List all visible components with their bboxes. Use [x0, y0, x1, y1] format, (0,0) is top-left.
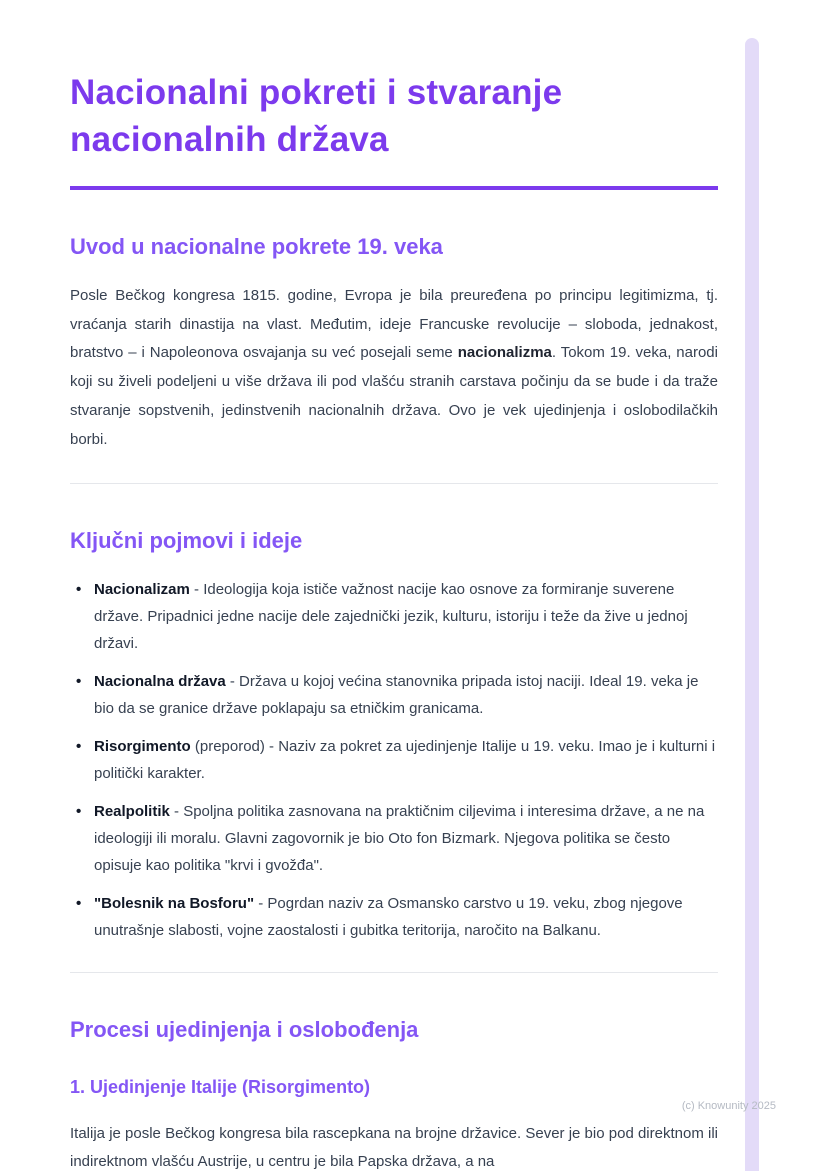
list-item: [70, 890, 718, 944]
terms-list: [70, 576, 718, 944]
term-definition: - Ideologija koja ističe važnost nacije kao osnove za formiranje suverene države. Pripadnici jedne nacije dele zajednički jezik, kulturu, istoriju i teže da žive u jednoj državi.: [94, 580, 688, 652]
bold-term: nacionalizma: [457, 344, 552, 362]
subsection-heading-italija: 1. Ujedinjenje Italije (Risorgimento): [70, 1076, 371, 1097]
section-pojmovi: [70, 528, 718, 944]
term-definition: (preporod) - Naziv za pokret za ujedinjenje Italije u 19. veku. Imao je i kulturni i politički karakter.: [94, 737, 716, 782]
section-procesi: [70, 1017, 718, 1171]
section-divider: [70, 483, 718, 484]
section-heading-procesi: Procesi ujedinjenja i oslobođenja: [70, 1016, 419, 1042]
intro-paragraph: [70, 282, 718, 455]
list-item: [70, 798, 718, 879]
term-label: "Bolesnik na Bosforu": [94, 894, 255, 912]
term-definition: - Država u kojoj većina stanovnika pripada istoj naciji. Ideal 19. veka je bio da se granice države poklapaju sa etničkim granicama.: [94, 672, 699, 717]
section-heading-uvod: Uvod u nacionalne pokrete 19. veka: [70, 233, 443, 259]
list-item: [70, 668, 718, 722]
section-heading-pojmovi: Ključni pojmovi i ideje: [70, 527, 303, 553]
paragraph-text: . Tokom 19. veka, narodi koji su živeli podeljeni u više država ili pod vlašću stranih carstava počinju da se bude i da traže stvaranje sopstvenih, jedinstvenih nacionalnih država. Ovo je vek ujedinjenja i oslobodilačkih borbi.: [70, 344, 718, 448]
title-divider: [70, 186, 718, 190]
section-divider: [70, 972, 718, 973]
term-label: Risorgimento: [94, 737, 191, 755]
term-definition: - Pogrdan naziv za Osmansko carstvo u 19. veku, zbog njegove unutrašnje slabosti, vojne zaostalosti i gubitka teritorija, naročito na Balkanu.: [94, 894, 683, 939]
term-label: Nacionalna država: [94, 672, 226, 690]
term-label: Nacionalizam: [94, 580, 190, 598]
copyright-footer: (c) Knowunity 2025: [681, 1100, 776, 1112]
document-content: [70, 0, 718, 1171]
italija-paragraph: Italija je posle Bečkog kongresa bila rascepkana na brojne državice. Sever je bio pod direktnom ili indirektnom vlašću Austrije, u centru je bila Papska država, a na: [70, 1124, 718, 1171]
page-title: Nacionalni pokreti i stvaranje nacionalnih država: [70, 73, 563, 159]
list-item: [70, 576, 718, 657]
decorative-side-bar: [745, 38, 759, 1171]
term-label: Realpolitik: [94, 802, 170, 820]
section-uvod: [70, 234, 718, 455]
paragraph-text: Posle Bečkog kongresa 1815. godine, Evropa je bila preuređena po principu legitimizma, tj. vraćanja starih dinastija na vlast. Međutim, ideje Francuske revolucije – sloboda, jednakost, bratstvo – i Napoleonova osvajanja su već posejali seme: [70, 286, 718, 362]
term-definition: - Spoljna politika zasnovana na praktičnim ciljevima i interesima države, a ne na ideologiji ili moralu. Glavni zagovornik je bio Oto fon Bizmark. Njegova politika se često opisuje kao politika "krvi i gvožđa".: [94, 802, 705, 874]
list-item: [70, 733, 718, 787]
